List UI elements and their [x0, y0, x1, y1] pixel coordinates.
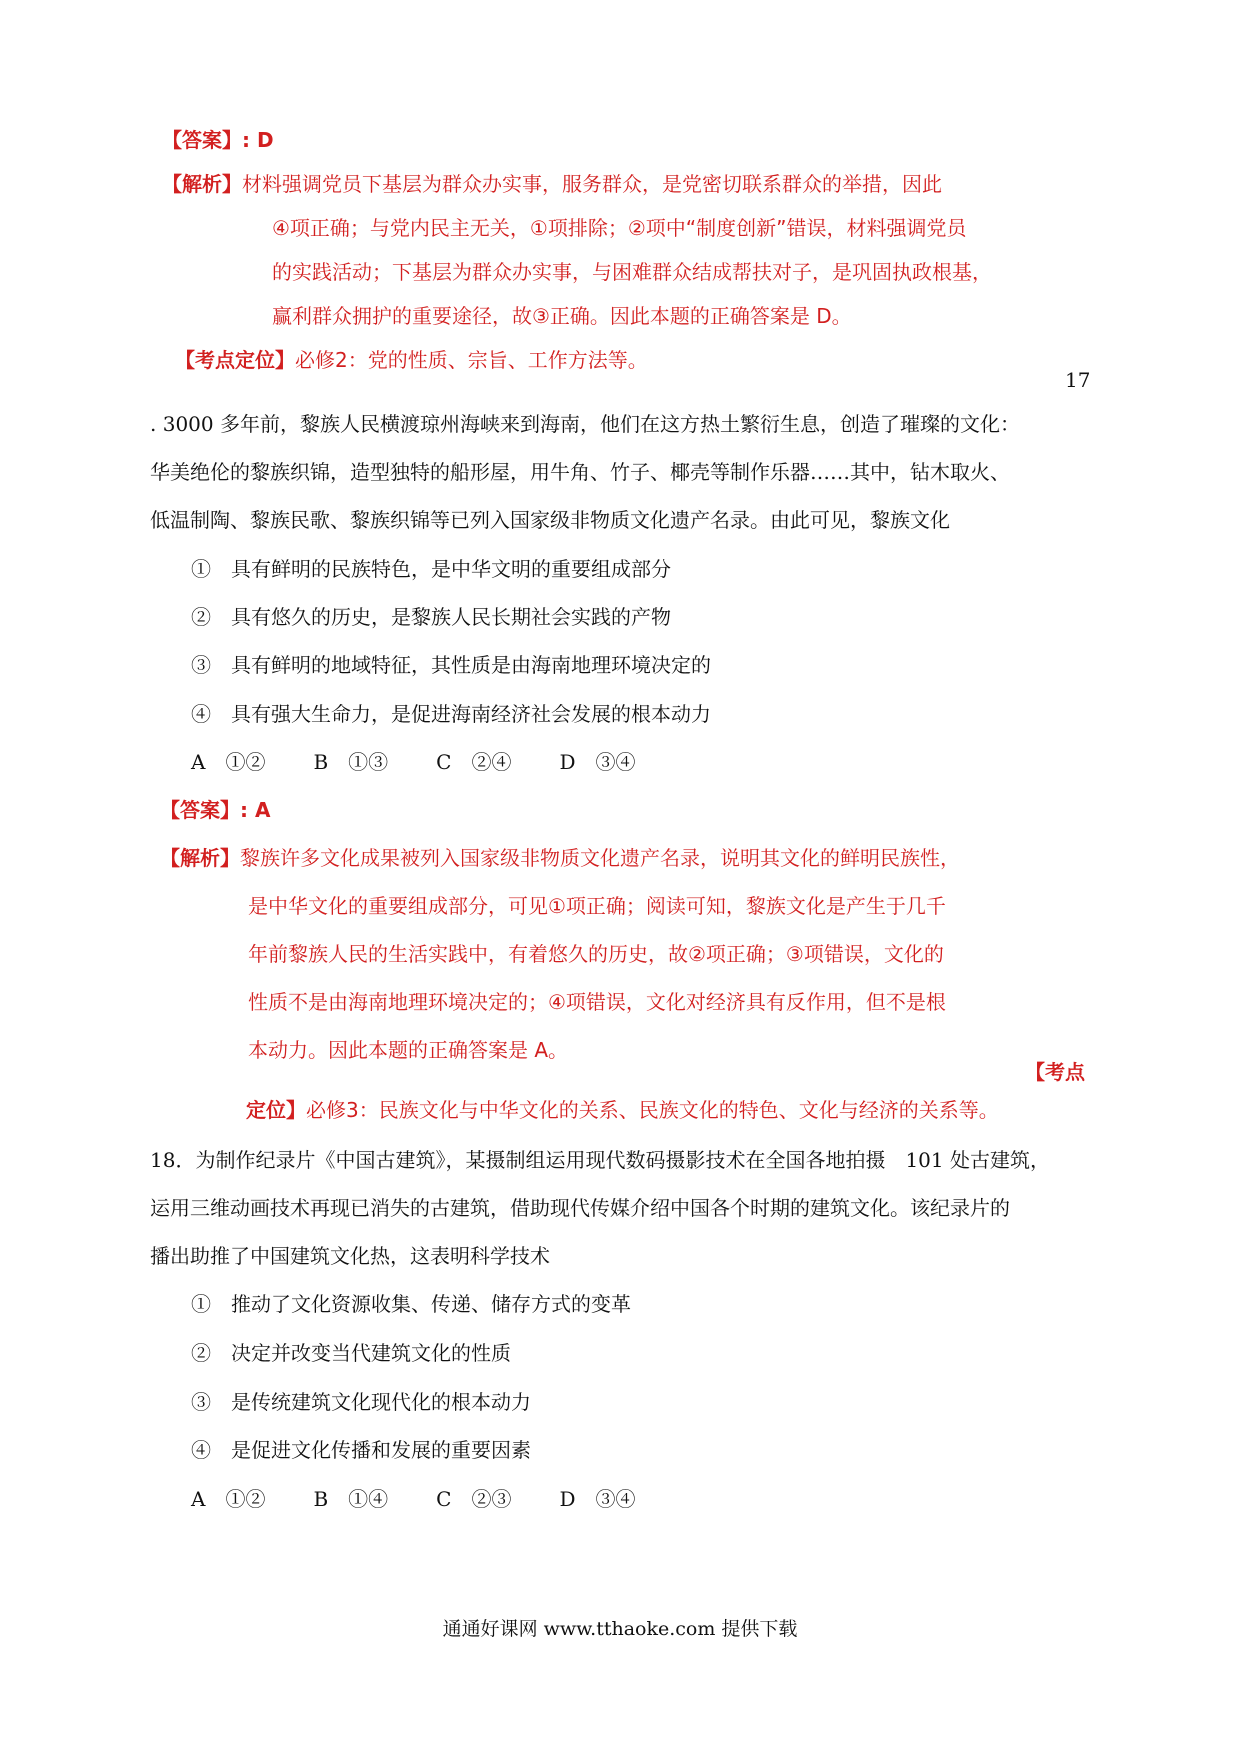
- q17-point-label-a: 【考点: [1025, 1060, 1085, 1084]
- q16-analysis-line-3: 的实践活动；下基层为群众办实事，与困难群众结成帮扶对子，是巩固执政根基，: [272, 260, 992, 284]
- choice-c: C ②④: [436, 750, 512, 774]
- choice-c: C ②③: [436, 1487, 512, 1511]
- q17-stem-line-3: 低温制陶、黎族民歌、黎族织锦等已列入国家级非物质文化遗产名录。由此可见，黎族文化: [150, 508, 950, 532]
- q17-stem-line-2: 华美绝伦的黎族织锦，造型独特的船形屋，用牛角、竹子、椰壳等制作乐器……其中，钻木取火、: [150, 460, 1010, 484]
- choice-a: A ①②: [191, 1487, 266, 1511]
- answer-label: 【答案】: [160, 798, 240, 822]
- q17-option-2: ② 具有悠久的历史，是黎族人民长期社会实践的产物: [191, 605, 671, 629]
- q16-answer: [162, 126, 274, 154]
- analysis-label: 【解析】: [160, 846, 240, 870]
- q17-analysis-line-4: 性质不是由海南地理环境决定的；④项错误，文化对经济具有反作用，但不是根: [248, 990, 946, 1014]
- q17-analysis-line-5: 本动力。因此本题的正确答案是 A。: [248, 1038, 569, 1062]
- q17-option-3: ③ 具有鲜明的地域特征，其性质是由海南地理环境决定的: [191, 653, 711, 677]
- q18-option-1: ① 推动了文化资源收集、传递、储存方式的变革: [191, 1292, 631, 1316]
- point-text: 必修3：民族文化与中华文化的关系、民族文化的特色、文化与经济的关系等。: [306, 1098, 999, 1122]
- analysis-text: 材料强调党员下基层为群众办实事，服务群众，是党密切联系群众的举措，因此: [242, 172, 942, 196]
- q18-choices: [191, 1485, 684, 1513]
- choice-b: B ①④: [313, 1487, 389, 1511]
- q18-stem-line-1: 18．为制作纪录片《中国古建筑》，某摄制组运用现代数码摄影技术在全国各地拍摄 101 处古建筑，: [150, 1148, 1050, 1172]
- q18-stem-line-3: 播出助推了中国建筑文化热，这表明科学技术: [150, 1244, 550, 1268]
- choice-d: D ③④: [559, 1487, 636, 1511]
- answer-label: 【答案】: [162, 128, 242, 152]
- q17-analysis-line-3: 年前黎族人民的生活实践中，有着悠久的历史，故②项正确；③项错误，文化的: [248, 942, 944, 966]
- answer-value: : A: [240, 798, 271, 822]
- q18-option-2: ② 决定并改变当代建筑文化的性质: [191, 1341, 511, 1365]
- point-label: 【考点定位】: [175, 348, 295, 372]
- q17-option-4: ④ 具有强大生命力，是促进海南经济社会发展的根本动力: [191, 702, 711, 726]
- q17-analysis-line-1: [160, 844, 960, 872]
- q17-choices: [191, 748, 684, 776]
- q18-stem-line-2: 运用三维动画技术再现已消失的古建筑，借助现代传媒介绍中国各个时期的建筑文化。该纪录片的: [150, 1196, 1010, 1220]
- q17-answer: [160, 796, 270, 824]
- q18-option-4: ④ 是促进文化传播和发展的重要因素: [191, 1438, 531, 1462]
- q16-point: [175, 346, 648, 374]
- point-label: 定位】: [246, 1098, 306, 1122]
- q17-option-1: ① 具有鲜明的民族特色，是中华文明的重要组成部分: [191, 557, 671, 581]
- choice-b: B ①③: [313, 750, 389, 774]
- q17-point: [246, 1096, 999, 1124]
- page-footer: 通通好课网 www.tthaoke.com 提供下载: [442, 1618, 798, 1640]
- analysis-label: 【解析】: [162, 172, 242, 196]
- question-number: 17: [1065, 368, 1091, 392]
- q16-analysis-line-1: [162, 170, 942, 198]
- answer-value: : D: [242, 128, 274, 152]
- q17-stem-line-1: . 3000 多年前，黎族人民横渡琼州海峡来到海南，他们在这方热土繁衍生息，创造了璀璨的文化：: [150, 412, 1020, 436]
- choice-a: A ①②: [191, 750, 266, 774]
- q18-option-3: ③ 是传统建筑文化现代化的根本动力: [191, 1390, 531, 1414]
- q16-analysis-line-4: 赢利群众拥护的重要途径，故③正确。因此本题的正确答案是 D。: [272, 304, 852, 328]
- q16-analysis-line-2: ④项正确；与党内民主无关，①项排除；②项中“制度创新”错误，材料强调党员: [272, 216, 967, 240]
- q17-analysis-line-2: 是中华文化的重要组成部分，可见①项正确；阅读可知，黎族文化是产生于几千: [248, 894, 946, 918]
- choice-d: D ③④: [559, 750, 636, 774]
- analysis-text: 黎族许多文化成果被列入国家级非物质文化遗产名录，说明其文化的鲜明民族性，: [240, 846, 960, 870]
- point-text: 必修2：党的性质、宗旨、工作方法等。: [295, 348, 648, 372]
